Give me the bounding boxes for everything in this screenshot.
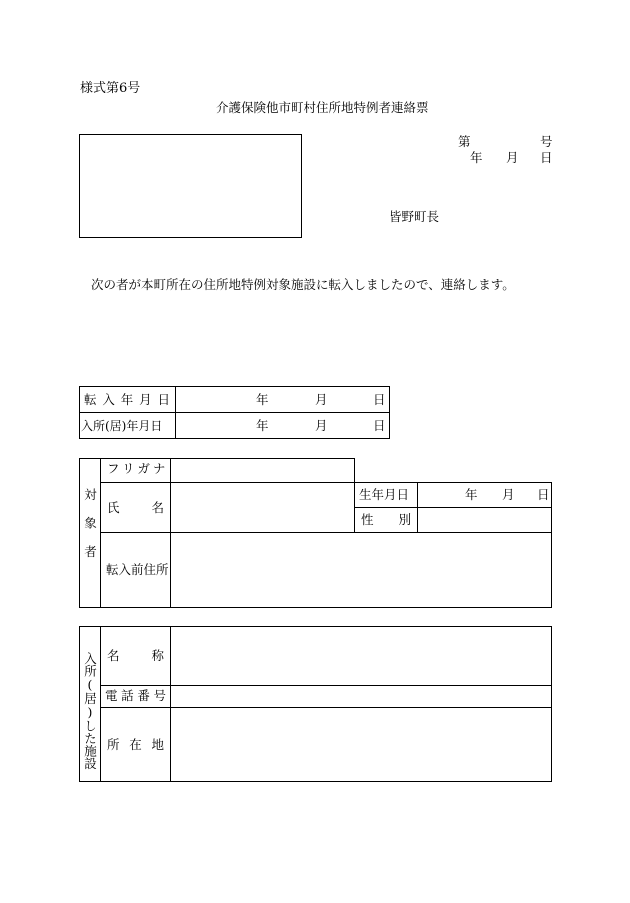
label-char: 名	[151, 500, 164, 515]
move-in-date-field[interactable]	[176, 387, 389, 412]
admission-year: 年	[256, 418, 269, 433]
move-in-month: 月	[315, 392, 328, 407]
label-char: 名	[107, 648, 120, 663]
subject-table-right-border	[551, 482, 552, 608]
issue-date-day: 日	[540, 150, 553, 165]
move-in-date-label	[84, 394, 170, 407]
prev-address-label: 転入前住所	[106, 562, 169, 577]
move-in-day: 日	[373, 392, 386, 407]
furigana-field[interactable]	[171, 459, 354, 482]
admission-month: 月	[315, 418, 328, 433]
label-char: 性	[361, 512, 374, 527]
label-char: 年	[120, 392, 134, 407]
name-label	[107, 502, 164, 515]
birth-month: 月	[502, 487, 515, 502]
issue-date-month: 月	[506, 150, 519, 165]
location-label	[107, 739, 164, 752]
label-char: 称	[151, 648, 164, 663]
birth-year: 年	[465, 487, 478, 502]
furigana-label: フリガナ	[107, 461, 169, 476]
document-title: 介護保険他市町村住所地特例者連絡票	[216, 100, 429, 115]
gender-field[interactable]	[418, 508, 551, 532]
facility-name-label	[107, 650, 164, 663]
facility-table-side-divider	[100, 626, 101, 782]
admission-date-label: 入所(居)年月日	[81, 419, 163, 433]
body-text: 次の者が本町所在の住所地特例対象施設に転入しましたので、連絡します。	[91, 277, 515, 292]
label-char: 転	[84, 392, 97, 407]
form-number: 様式第6号	[80, 81, 141, 96]
label-char: 所	[107, 737, 120, 752]
label-char: 氏	[107, 500, 120, 515]
prev-address-field[interactable]	[171, 533, 551, 607]
label-char: 別	[398, 512, 411, 527]
subject-table-left-border	[79, 458, 80, 608]
label-char: 月	[139, 392, 152, 407]
birthdate-label: 生年月日	[359, 487, 410, 502]
label-char: 号	[153, 688, 166, 703]
label-char: 在	[129, 737, 142, 752]
label-char: 入	[102, 392, 115, 407]
location-field[interactable]	[171, 708, 551, 781]
subject-table-mid-divider	[354, 458, 355, 533]
facility-name-field[interactable]	[171, 627, 551, 685]
issuer-name: 皆野町長	[389, 209, 440, 224]
phone-field[interactable]	[171, 686, 551, 707]
address-block[interactable]	[79, 134, 302, 238]
birth-day: 日	[537, 487, 550, 502]
admission-day: 日	[373, 418, 386, 433]
label-char: 地	[151, 737, 164, 752]
name-field[interactable]	[171, 483, 354, 532]
subject-table-side-divider	[100, 458, 101, 608]
gender-label	[361, 514, 411, 527]
label-char: 日	[157, 392, 170, 407]
phone-label	[105, 690, 166, 703]
label-char: 番	[137, 688, 150, 703]
birthdate-field[interactable]	[418, 483, 551, 507]
move-in-year: 年	[256, 392, 269, 407]
issue-date-year: 年	[470, 150, 483, 165]
doc-number-go: 号	[540, 134, 553, 149]
admission-date-field[interactable]	[176, 413, 389, 438]
subject-table-bottom-border	[79, 607, 552, 608]
facility-side-label: 入所(居)した施設	[82, 652, 98, 770]
label-char: 話	[121, 688, 134, 703]
label-char: 電	[105, 688, 118, 703]
doc-number-dai: 第	[458, 134, 471, 149]
subject-side-label: 対象者	[82, 488, 98, 574]
